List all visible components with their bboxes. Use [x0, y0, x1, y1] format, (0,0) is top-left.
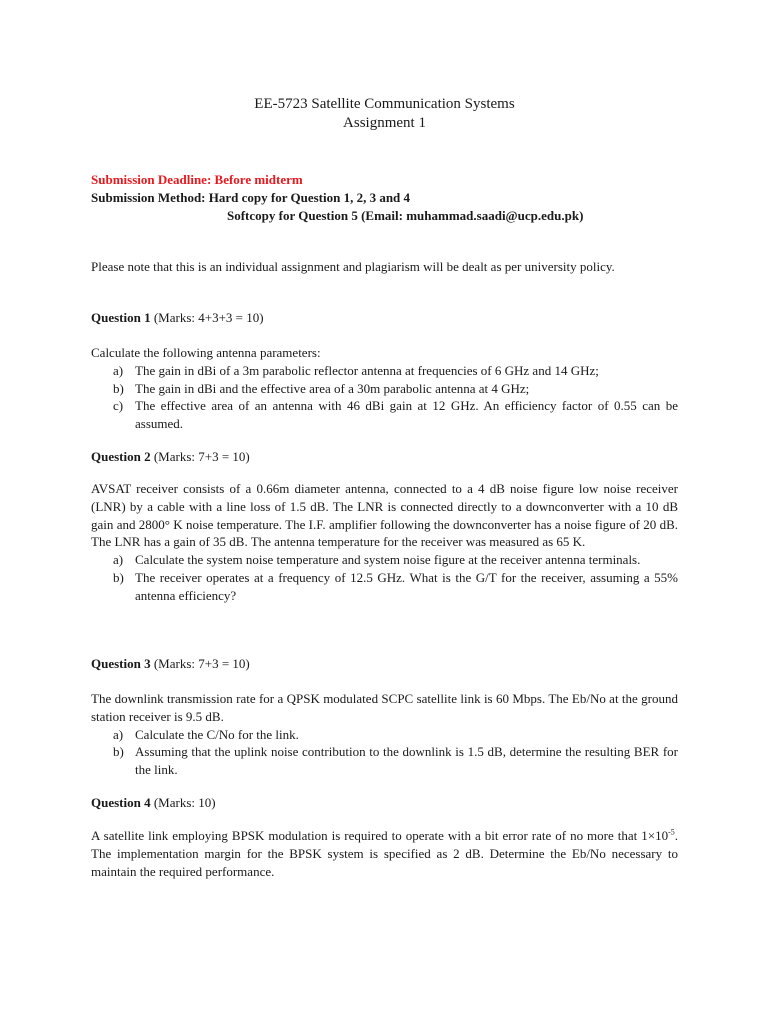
plagiarism-note: Please note that this is an individual assignment and plagiarism will be dealt as per university policy. [91, 259, 615, 274]
question-4-heading [91, 794, 216, 812]
submission-method: Submission Method: Hard copy for Question 1, 2, 3 and 4 [91, 190, 411, 205]
course-title: EE-5723 Satellite Communication Systems [254, 96, 515, 112]
question-parts [91, 551, 678, 604]
submission-deadline: Submission Deadline: Before midterm [91, 172, 303, 187]
submission-softcopy: Softcopy for Question 5 (Email: muhammad.saadi@ucp.edu.pk) [227, 208, 584, 223]
question-parts [91, 362, 678, 433]
list-item: a) The gain in dBi of a 3m parabolic reflector antenna at frequencies of 6 GHz and 14 GHz; [113, 362, 599, 378]
question-1-heading [91, 309, 264, 327]
question-2-body [91, 480, 678, 605]
question-title: Question 1 [91, 310, 151, 325]
list-item: a) Calculate the C/No for the link. [113, 726, 299, 742]
question-marks: (Marks: 10) [153, 795, 216, 810]
question-1-body [91, 344, 678, 433]
list-item: b) Assuming that the uplink noise contribution to the downlink is 1.5 dB, determine the resulting BER for the link. [113, 744, 678, 778]
question-title: Question 4 [91, 795, 151, 810]
question-title: Question 3 [91, 656, 151, 671]
assignment-title: Assignment 1 [343, 115, 426, 131]
question-3-body [91, 690, 678, 779]
list-item: b) The gain in dBi and the effective area of a 30m parabolic antenna at 4 GHz; [113, 380, 530, 396]
question-parts [91, 726, 678, 779]
list-item: b) The receiver operates at a frequency of 12.5 GHz. What is the G/T for the receiver, assuming a 55% antenna efficiency? [113, 569, 678, 603]
question-3-heading [91, 655, 250, 673]
question-4-body: A satellite link employing BPSK modulation is required to operate with a bit error rate of no more that $1\times 10^{-5}$. The implementation margin for the BPSK system is specified as 2 dB. Determine the Eb/No necessary to maintain the required performance. [91, 827, 678, 879]
question-marks: (Marks: 4+3+3 = 10) [153, 310, 264, 325]
question-intro: AVSAT receiver consists of a 0.66m diameter antenna, connected to a 4 dB noise figure low noise receiver (LNR) by a cable with a line loss of 1.5 dB. The LNR is connected directly to a downconverter with a 10 dB gain and 2800° K noise temperature. The I.F. amplifier following the downconverter has a noise figure of 20 dB. The LNR has a gain of 35 dB. The antenna temperature for the receiver was measured as 65 K. [91, 481, 678, 550]
question-marks: (Marks: 7+3 = 10) [153, 449, 250, 464]
question-intro: Calculate the following antenna parameters: [91, 345, 321, 360]
question-marks: (Marks: 7+3 = 10) [153, 656, 250, 671]
question-title: Question 2 [91, 449, 151, 464]
question-intro: The downlink transmission rate for a QPSK modulated SCPC satellite link is 60 Mbps. The Eb/No at the ground station receiver is 9.5 dB. [91, 691, 678, 724]
question-2-heading [91, 448, 250, 466]
list-item: c) The effective area of an antenna with 46 dBi gain at 12 GHz. An efficiency factor of 0.55 can be assumed. [113, 398, 678, 432]
list-item: a) Calculate the system noise temperature and system noise figure at the receiver antenna terminals. [113, 552, 641, 568]
